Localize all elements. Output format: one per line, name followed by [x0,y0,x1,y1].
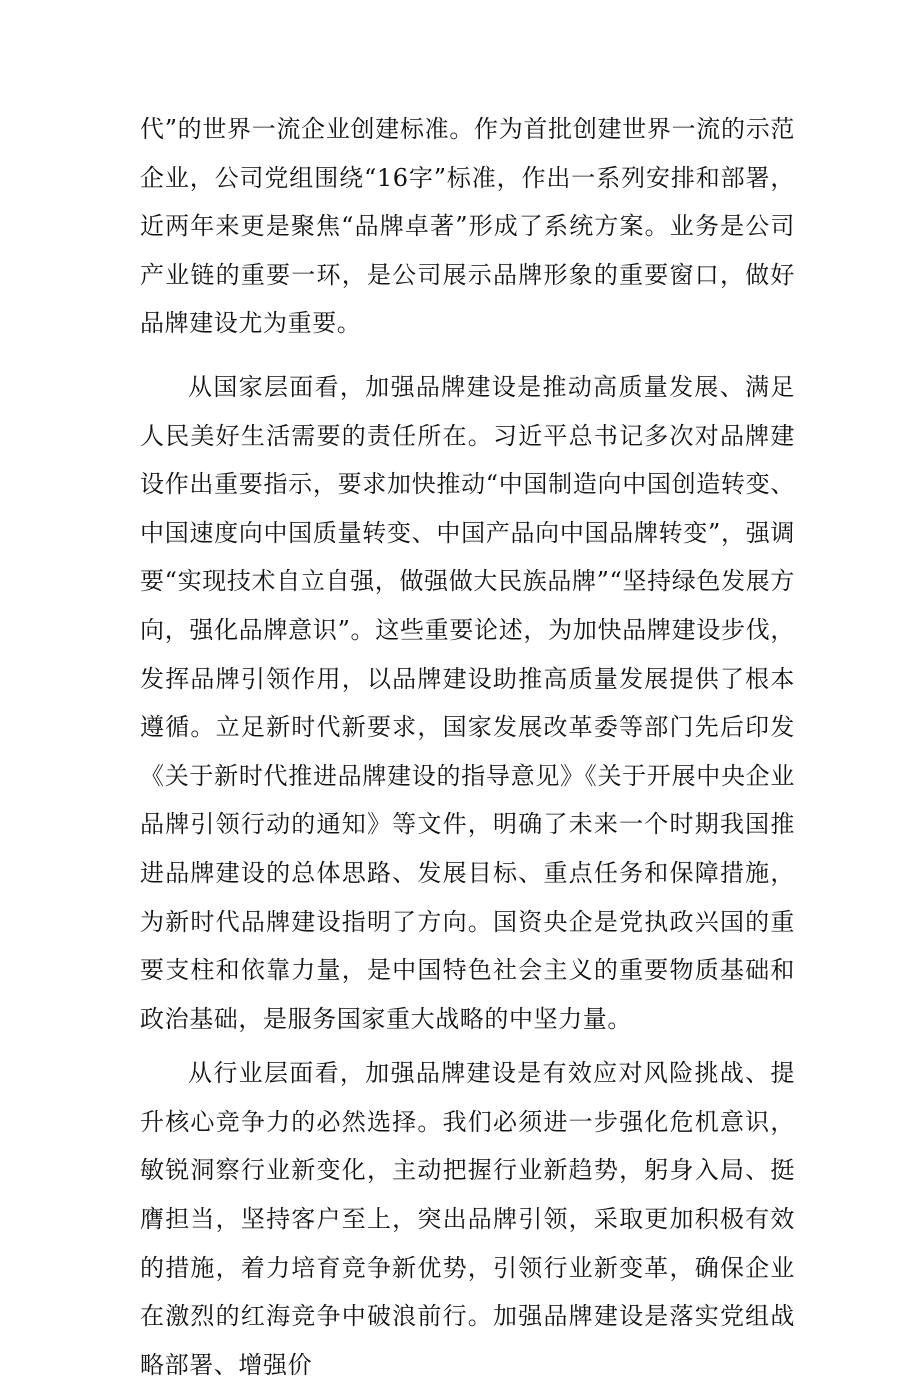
paragraph-1: 代”的世界一流企业创建标准。作为首批创建世界一流的示范企业，公司党组围绕“16字”标准，作出一系列安排和部署，近两年来更是聚焦“品牌卓著”形成了系统方案。业务是公司产业链的重要一环，是公司展示品牌形象的重要窗口，做好品牌建设尤为重要。 [140,115,795,338]
document-page [140,105,795,1389]
paragraph-2: 从国家层面看，加强品牌建设是推动高质量发展、满足人民美好生活需要的责任所在。习近平总书记多次对品牌建设作出重要指示，要求加快推动“中国制造向中国创造转变、中国速度向中国质量转变、中国产品向中国品牌转变”，强调要“实现技术自立自强，做强做大民族品牌”“坚持绿色发展方向，强化品牌意识”。这些重要论述，为加快品牌建设步伐，发挥品牌引领作用，以品牌建设助推高质量发展提供了根本遵循。立足新时代新要求，国家发展改革委等部门先后印发《关于新时代推进品牌建设的指导意见》《关于开展中央企业品牌引领行动的通知》等文件，明确了未来一个时期我国推进品牌建设的总体思路、发展目标、重点任务和保障措施，为新时代品牌建设指明了方向。国资央企是党执政兴国的重要支柱和依靠力量，是中国特色社会主义的重要物质基础和政治基础，是服务国家重大战略的中坚力量。 [140,372,795,1033]
paragraph-3: 从行业层面看，加强品牌建设是有效应对风险挑战、提升核心竞争力的必然选择。我们必须进一步强化危机意识，敏锐洞察行业新变化，主动把握行业新趋势，躬身入局、挺膺担当，坚持客户至上，突出品牌引领，采取更加积极有效的措施，着力培育竞争新优势，引领行业新变革，确保企业在激烈的红海竞争中破浪前行。加强品牌建设是落实党组战略部署、增强价 [140,1059,795,1379]
